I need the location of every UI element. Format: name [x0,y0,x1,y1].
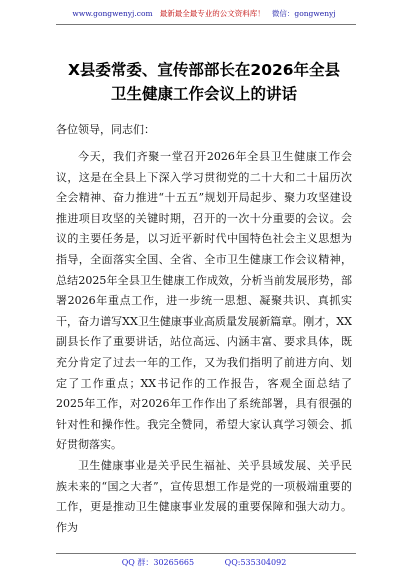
header-tagline: 最新最全最专业的公文资料库！ [159,9,265,18]
header-url-link[interactable]: www.gongwenyj.com [72,9,153,18]
footer-qq-group: QQ 群：30265665 [121,558,195,567]
document-title [0,58,408,106]
paragraph-2: 卫生健康事业是关乎民生福祉、关乎县域发展、关乎民族未来的“国之大者”，宣传思想工作是党的一项极端重要的工作，更是推动卫生健康事业发展的重要保障和强大动力。作为 [56,459,352,534]
greeting: 各位领导，同志们： [56,123,155,136]
paragraph-1: 今天，我们齐聚一堂召开2026年全县卫生健康工作会议，这是在全县上下深入学习贯彻党的二十大和二十届历次全会精神、奋力推进“十五五”规划开局起步、聚力攻坚建设推进项目攻坚的关键时期，召开的一次十分重要的会议。会议的主要任务是，以习近平新时代中国特色社会主义思想为指导，全面落实全国、全省、全市卫生健康工作会议精神，总结2025年全县卫生健康工作成效，分析当前发展形势，部署2026年重点工作，进一步统一思想、凝聚共识、真抓实干，奋力谱写XX卫生健康事业高质量发展新篇章。刚才，XX副县长作了重要讲话，站位高远、内涵丰富、要求具体，既充分肯定了过去一年的工作，又为我们指明了前进方向、划定了工作重点；XX书记作的工作报告，客观全面总结了2025年工作，对2026年工作作出了系统部署，具有很强的针对性和操作性。我完全赞同，希望大家认真学习领会、抓好贯彻落实。 [56,150,352,452]
title-line-2: 卫生健康工作会议上的讲话 [110,85,297,103]
title-line-1: X县委常委、宣传部部长在2026年全县 [67,61,341,79]
header-wechat: 微信：gongwenyj [271,9,336,18]
footer-divider [56,553,356,554]
page-header [0,8,408,20]
page-footer [0,557,408,569]
footer-qq-contact: QQ:535304092 [224,558,287,567]
header-divider [56,24,356,25]
